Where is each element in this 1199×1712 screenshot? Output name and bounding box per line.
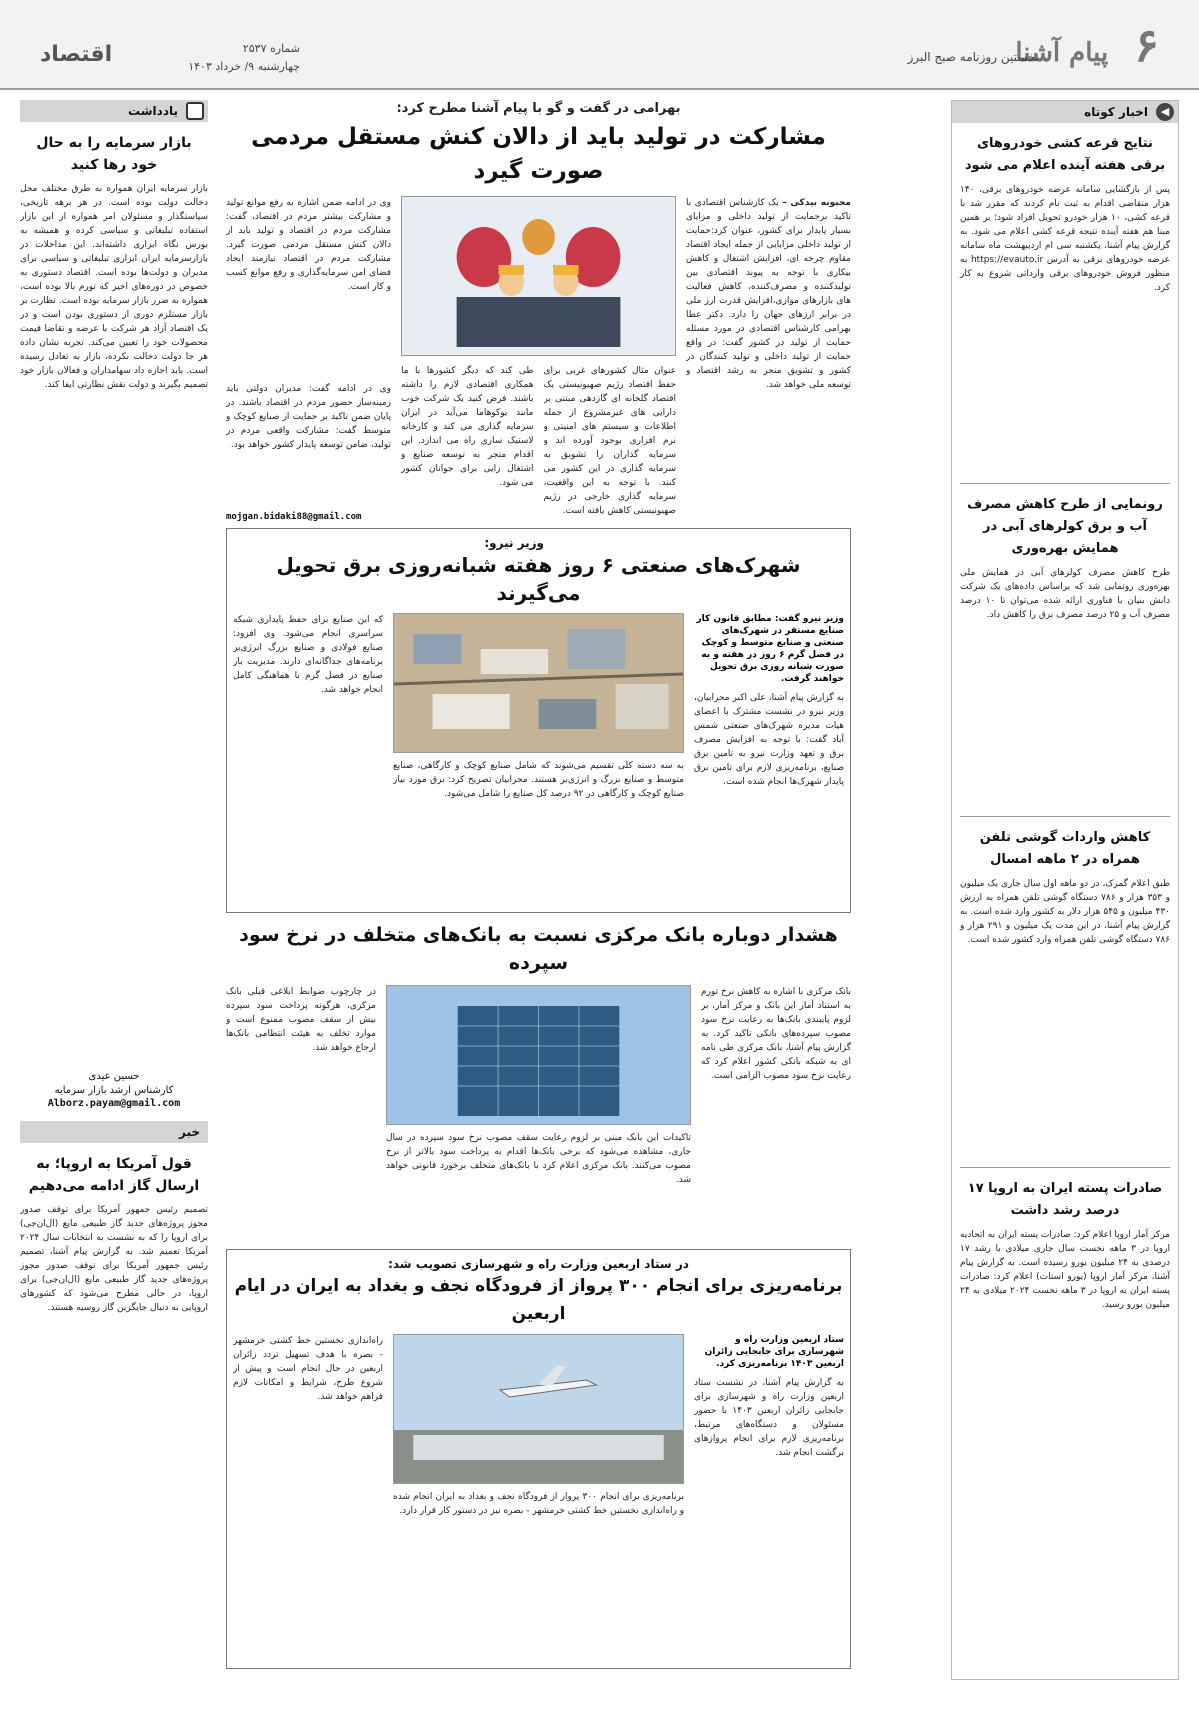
article-paragraph: وی در ادامه ضمن اشاره به رفع موانع تولید و مشارکت بیشتر مردم در اقتصاد، گفت: مشارکت مردم در اقتصاد و تولید باید از دالان کنش مستقل مردمی صورت گیرد. مشارکت مردم در اقتصاد نیازمند ایجاد فضای امن سرمایه‌گذاری و رفع موانع کسب و کار است. (226, 198, 391, 292)
article-paragraph: در چارچوب ضوابط ابلاغی قبلی بانک مرکزی، هرگونه پرداخت سود سپرده بیش از سقف مصوب ممنوع است و موارد تخلف به هیئت انتظامی بانک‌ها ارجاع خواهد شد. (226, 987, 376, 1053)
article-text (686, 196, 851, 392)
article-column (226, 985, 376, 1255)
article-column (233, 613, 383, 913)
sidebar-header (952, 101, 1178, 123)
article-center (386, 985, 691, 1255)
article-paragraph: بانک مرکزی با اشاره به کاهش نرخ تورم به استناد آمار این بانک و مرکز آمار، بر لزوم پایبندی بانک‌ها به رعایت نرخ سود مصوب سپرده‌های بانکی تاکید کرد. به گزارش پیام آشنا، بانک مرکزی طی نامه ای به شبکه بانکی کشور اعلام کرد که رعایت نرخ سود مصوب الزامی است. (701, 987, 851, 1081)
article-column (233, 1334, 383, 1674)
airport-airplane-photo (393, 1334, 684, 1484)
article-kicker: بهرامی در گفت و گو با پیام آشنا مطرح کرد: (396, 101, 681, 116)
article-title: برنامه‌ریزی برای انجام ۳۰۰ پرواز از فرودگاه نجف و بغداد به ایران در ایام اربعین (234, 1276, 843, 1324)
article-column (694, 613, 844, 913)
article-paragraph: برنامه‌ریزی برای انجام ۳۰۰ پرواز از فرودگاه نجف و بغداد به ایران انجام شده و راه‌اندازی نخستین خط کشتی خرمشهر - بصره نیز در دستور کار قرار دارد. (393, 1492, 684, 1516)
news-title: کاهش واردات گوشی تلفن همراه در ۲ ماهه امسال (979, 830, 1151, 867)
news-body: تصمیم رئیس جمهور آمریکا برای توقف صدور مجوز پروژه‌های جدید گاز طبیعی مایع (ال‌ان‌جی) برای اروپا را که به نشست به انتخابات سال ۲۰۲۴ آمریکا تعمیم شد. به گزارش پیام آشنا، تصمیم رئیس جمهور آمریکا برای توقف صدور مجوز پروژه‌های جدید گاز طبیعی مایع (ال‌ان‌جی) برای اروپا، در حالی مطرح می‌شود که کشورهای اروپایی به دنبال جایگزین گاز روسیه هستند. (20, 1205, 208, 1313)
article-column (686, 196, 851, 536)
notepad-icon (186, 102, 204, 120)
bank-article (226, 921, 851, 1241)
central-bank-building-photo (386, 985, 691, 1125)
photo-graphic (394, 614, 683, 753)
article-column (701, 985, 851, 1255)
article-paragraph: راه‌اندازی نخستین خط کشتی خرمشهر - بصره با هدف تسهیل تردد زائران اربعین در حال انجام است و پیش از شروع طرح، شرایط و امکانات لازم فراهم خواهد شد. (233, 1336, 383, 1402)
article-paragraph: عنوان مثال کشورهای غربی برای حفظ اقتصاد رژیم صهیونیستی یک اقتصاد گلخانه ای گازدهی مبتنی بر دارایی های غیرمشروع از جمله اطلاعات و سیستم های امنیتی و نرم افزاری بوجود آورده اند و سرمایه گذاران را تشویق به سرمایه گذاری در این کشور می کنند. با توجه به این واقعیت، سرمایه گذاری خارجی در رژیم صهیونیستی کاهش یافته است. (543, 366, 676, 516)
author-role: کارشناس ارشد بازار سرمایه (54, 1085, 174, 1096)
logo-text: پیام آشنا (1015, 38, 1109, 68)
factory-workers-illustration (401, 196, 676, 356)
article-paragraph: به سه دسته کلی تقسیم می‌شوند که شامل صنایع کوچک و کارگاهی، صنایع متوسط و صنایع بزرگ و انرژی‌بر هستند. محرابیان تصریح کرد: برق مورد نیاز صنایع کوچک و کارگاهی در ۹۲ درصد کل صنایع را شامل می‌شود. (393, 761, 684, 799)
sidebar-news-item (952, 827, 1178, 1157)
photo-graphic (394, 1335, 683, 1484)
article-center (393, 1334, 684, 1674)
article-columns (401, 364, 676, 534)
power-article-box (226, 528, 851, 913)
tagline: نخستین روزنامه صبح البرز (907, 50, 1039, 64)
news-body: پس از بازگشایی سامانه عرضه خودروهای برقی، ۱۴۰ هزار متقاضی اقدام به ثبت نام کردند که مقرر شد با قرعه کشی، ۱۰ هزار خودرو تحویل افراد شود؛ بر همین مبنا هم هفته آینده نتیجه قرعه کشی اعلام می شود. به گزارش پیام آشنا، یکشنبه سی ام اردیبهشت ماه سامانه عرضه خودروهای برقی به آدرس https://evauto.ir به منظور فروش خودروهای برقی وارداتی شروع به کار کرد. (960, 185, 1170, 293)
megaphone-icon: ◀ (1156, 103, 1174, 121)
article-kicker: در ستاد اربعین وزارت راه و شهرسازی تصویب شد: (388, 1257, 689, 1271)
article-title: هشدار دوباره بانک مرکزی نسبت به بانک‌های متخلف در نرخ سود سپرده (239, 924, 838, 974)
short-news-sidebar (951, 100, 1179, 1680)
main-content (226, 100, 851, 1680)
masthead (0, 0, 1199, 90)
issue-date: چهارشنبه ۹/ خرداد ۱۴۰۳ (188, 60, 300, 73)
lead-article (226, 100, 851, 520)
issue-info (180, 40, 300, 76)
issue-number: شماره ۲۵۳۷ (242, 42, 300, 55)
news-title: صادرات پسته ایران به اروپا ۱۷ درصد رشد داشت (967, 1181, 1163, 1218)
news-header-label: خبر (178, 1125, 200, 1139)
article-paragraph: که این صنایع برای حفظ پایداری شبکه سراسری انجام می‌شود. وی افزود: صنایع فولادی و صنایع بزرگ انرژی‌بر برنامه‌های جداگانه‌ای دارند. مدیریت بار صنایع در فصل گرم با هماهنگی کامل انجام خواهد شد. (233, 615, 383, 695)
arbaeen-article-box (226, 1249, 851, 1669)
news-title: نتایج قرعه کشی خودروهای برقی هفته آینده اعلام می شود (964, 136, 1166, 173)
article-lead: ستاد اربعین وزارت راه و شهرسازی برای جابجایی زائران اربعین ۱۴۰۳ برنامه‌ریزی کرد. (704, 1335, 844, 1369)
article-layout (233, 613, 844, 913)
article-center (393, 613, 684, 913)
news-title: رونمایی از طرح کاهش مصرف آب و برق کولرهای آبی در همایش بهره‌وری (967, 497, 1163, 556)
news-title: قول آمریکا به اروپا؛ به ارسال گاز ادامه می‌دهیم (28, 1156, 200, 1194)
article-title: مشارکت در تولید باید از دالان کنش مستقل مردمی صورت گیرد (251, 124, 826, 184)
section-title: اقتصاد (40, 42, 113, 67)
photo-graphic (387, 986, 690, 1125)
page-number: ۶ (1134, 18, 1159, 72)
article-layout (226, 985, 851, 1255)
author-name: حسین عیدی (88, 1071, 140, 1082)
article-paragraph: وی در ادامه گفت: مدیران دولتی باید زمینه‌ساز حضور مردم در اقتصاد باشند. در پایان ضمن تاکید بر حمایت از صنایع کوچک و متوسط گفت: مشارکت واقعی مردم در تولید، ضامن توسعه پایدار کشور خواهد بود. (226, 384, 391, 450)
article-paragraph: طی کند که دیگر کشورها با ما همکاری اقتصادی لازم را داشته باشند. فرض کنید یک شرکت خوب مانند یوکوهاما می‌آید در ایران سرمایه گذاری می کند و کارخانه لاستیک سازی راه می اندازد. این اقدام منجر به توسعه صنایع و اشتغال زایی برای جوانان کشور می شود. (401, 366, 534, 488)
contact-email: Alborz.payam@gmail.com (47, 1098, 181, 1109)
article-paragraph: به گزارش پیام آشنا، علی اکبر محرابیان، وزیر نیرو در نشست مشترک با اعضای هیات مدیره شهرک‌های صنعتی شمس آباد گفت: با توجه به افزایش مصرف برق و تعهد وزارت نیرو به تامین برق صنایع، برنامه‌ریزی لازم برای تامین برق پایدار شهرک‌ها انجام شده است. (694, 693, 844, 787)
opinion-body: بازار سرمایه ایران همواره به طرق مختلف محل دخالت دولت بوده است. در هر برهه تاریخی، سیاستگذار و مسئولان امر همواره از این بازار استفاده تبلیغاتی و سیاسی کرده و همیشه به بورس نگاه ابزاری داشته‌اند. این مداخلات در بازارسرمایه ایران ابزاری تبلیغاتی و سیاسی برای مدیران و دولت‌ها بوده است. اقتصاد دستوری به خصوص در دوره‌های اخیر که تورم بالا بوده است، همواره به ضرر بازار سرمایه بوده است. نظارت بر بازار مستلزم دوری از دستوری بودن است و در یک اقتصاد آزاد هر شرکت با عرضه و تقاضا قیمت محصولات خود را تعیین می‌کند. تجربه نشان داده هر جا دولت دخالت نکرده، بازار به تعادل رسیده است. باید اجازه داد سهامداران و فعالان بازار خود تصمیم بگیرند و دولت نقش نظارتی ایفا کند. (20, 184, 208, 390)
divider (960, 483, 1170, 484)
article-center (401, 196, 676, 536)
article-lead: وزیر نیرو گفت: مطابق قانون کار صنایع مستقر در شهرک‌های صنعتی و صنایع متوسط و کوچک در فصل گرم ۶ روز در هفته و به صورت شبانه روزی برق تحویل خواهند گرفت. (696, 614, 844, 684)
sidebar-news-item (952, 494, 1178, 806)
sidebar-news-item (952, 1178, 1178, 1528)
article-paragraph: تاکیدات این بانک مبنی بر لزوم رعایت سقف مصوب نرخ سود سپرده در سال جاری، مشاهده می‌شود که برخی بانک‌ها اقدام به پرداخت سود بالاتر از نرخ مصوب می‌کنند. بانک مرکزی اعلام کرد با بانک‌های متخلف برخورد قانونی خواهد شد. (386, 1133, 691, 1185)
news-body: مرکز آمار اروپا اعلام کرد: صادرات پسته ایران به اتحادیه اروپا در ۳ ماهه نخست سال جاری میلادی با رشد ۱۷ درصدی به ۲۴ میلیون یورو رسیده است. به گزارش پیام آشنا، مرکز آمار اروپا (یورو استات) اعلام کرد: صادرات پسته ایران به اروپا در ۳ ماهه نخست ۲۰۲۴ میلادی به ۲۴ میلیون یورو رسید. (960, 1230, 1170, 1310)
news-body: طرح کاهش مصرف کولرهای آبی در همایش ملی بهره‌وری رونمایی شد که براساس داده‌های یک شرکت دانش بنیان با فناوری ارائه شده می‌توان تا ۱۰ درصد مصرف آب و ۲۵ درصد مصرف برق را کاهش داد. (960, 568, 1170, 620)
author-byline: محبوبه بیدکی – (782, 198, 851, 208)
article-layout (226, 196, 851, 536)
article-layout (233, 1334, 844, 1674)
divider (960, 816, 1170, 817)
opinion-header-label: یادداشت (128, 104, 178, 118)
article-kicker: وزیر نیرو: (484, 536, 544, 550)
sidebar-header-label: اخبار کوتاه (1084, 105, 1148, 119)
divider (960, 1167, 1170, 1168)
opinion-title: بازار سرمایه را به حال خود رها کنید (36, 135, 192, 173)
article-column (226, 196, 391, 536)
article-title: شهرک‌های صنعتی ۶ روز هفته شبانه‌روزی برق تحویل می‌گیرند (276, 553, 801, 605)
article-paragraph: به گزارش پیام آشنا، در نشست ستاد اربعین وزارت راه و شهرسازی برای جابجایی زائران اربعین ۱۴۰۳ با حضور مسئولان و دستگاه‌های مرتبط، برنامه‌ریزی لازم برای انجام پروازهای برگشت انجام شد. (694, 1378, 844, 1458)
news-body: طبق اعلام گمرک، در دو ماهه اول سال جاری یک میلیون و ۳۵۳ هزار و ۷۸۶ دستگاه گوشی تلفن همراه به ارزش ۴۳۰ میلیون و ۵۴۵ هزار دلار به کشور وارد شده است. به گزارش پیام آشنا، در این مدت یک میلیون و ۲۹۱ هزار و ۷۸۶ دستگاه گوشی تلفن همراه وارد کشور شده است. (960, 879, 1171, 945)
illustration-graphic (402, 197, 675, 356)
author-email: mojgan.bidaki88@gmail.com (226, 512, 362, 522)
article-column (694, 1334, 844, 1674)
sidebar-news-item (952, 133, 1178, 473)
news-header (20, 1121, 208, 1143)
article-paragraph: یک کارشناس اقتصادی با تاکید برحمایت از تولید داخلی و مزایای بسیار پایدار برای کشور، عنوان کرد:حمایت از تولید داخلی مزایایی از جمله ایجاد اقتصاد مقاوم چرخه ای، افزایش اشتغال و کاهش بیکاری با توجه به پیوند اقتصادی بین تولیدکننده و مصرف‌کننده، کاهش فعالیت های بازارهای موازی،افزایش قدرت ارز ملی در برابر ارزهای جهان را دارد. دکتر عطا بهرامی کارشناس اقتصادی در مورد مسئله حمایت از تولید در کشور گفت: در واقع حمایت از تولید داخلی و تولید کنندگان در کشور و تشویق منجر به رشد اقتصاد و توسعه ملی خواهد شد. (686, 198, 851, 390)
industrial-town-photo (393, 613, 684, 753)
opinion-column (20, 100, 208, 1680)
opinion-header (20, 100, 208, 122)
